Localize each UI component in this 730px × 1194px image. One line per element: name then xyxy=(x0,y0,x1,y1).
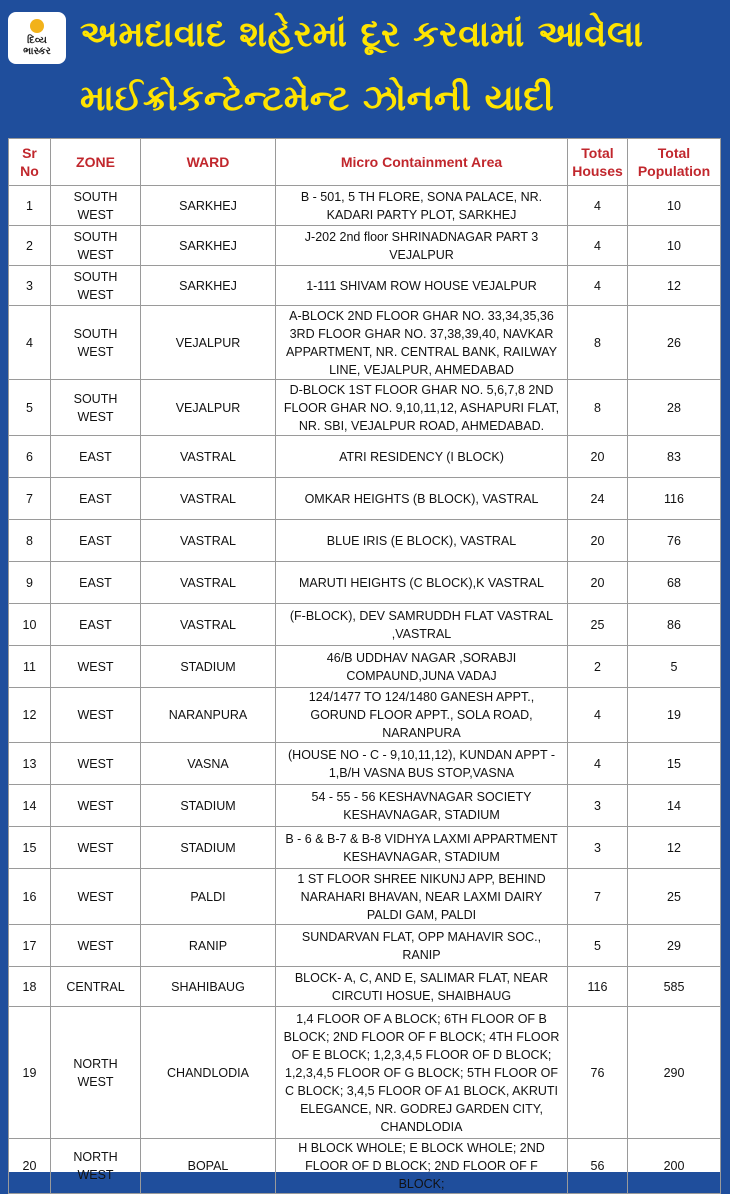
ward-cell: VEJALPUR xyxy=(141,306,276,380)
logo-text-line2: ભાસ્કર xyxy=(23,46,51,57)
ward-cell: SARKHEJ xyxy=(141,226,276,266)
area-cell: ATRI RESIDENCY (I BLOCK) xyxy=(276,436,568,478)
ward-cell: PALDI xyxy=(141,869,276,925)
table-row xyxy=(9,743,721,785)
table-row xyxy=(9,436,721,478)
ward-cell: STADIUM xyxy=(141,646,276,688)
table-row xyxy=(9,785,721,827)
houses-cell: 4 xyxy=(568,186,628,226)
zone-cell: SOUTH WEST xyxy=(51,306,141,380)
houses-cell: 76 xyxy=(568,1007,628,1139)
houses-cell: 8 xyxy=(568,380,628,436)
table-row xyxy=(9,646,721,688)
houses-cell: 20 xyxy=(568,520,628,562)
population-cell: 19 xyxy=(628,688,721,743)
area-cell: OMKAR HEIGHTS (B BLOCK), VASTRAL xyxy=(276,478,568,520)
houses-cell: 20 xyxy=(568,562,628,604)
area-cell: 1,4 FLOOR OF A BLOCK; 6TH FLOOR OF B BLOCK; 2ND FLOOR OF F BLOCK; 4TH FLOOR OF E BLOCK; 1,2,3,4,5 FLOOR OF D BLOCK; 1,2,3,4,5 FLOOR OF G BLOCK; 5TH FLOOR OF C BLOCK; 3,4,5 FLOOR OF A1 BLOCK, AKRUTI ELEGANCE, NR. GODREJ GARDEN CITY, CHANDLODIA xyxy=(276,1007,568,1139)
zone-cell: WEST xyxy=(51,785,141,827)
zone-cell: WEST xyxy=(51,869,141,925)
population-cell: 5 xyxy=(628,646,721,688)
area-cell: BLUE IRIS (E BLOCK), VASTRAL xyxy=(276,520,568,562)
zone-cell: SOUTH WEST xyxy=(51,380,141,436)
sr-no-cell: 18 xyxy=(9,967,51,1007)
area-cell: D-BLOCK 1ST FLOOR GHAR NO. 5,6,7,8 2ND FLOOR GHAR NO. 9,10,11,12, ASHAPURI FLAT, NR. SBI, VEJALPUR ROAD, AHMEDABAD. xyxy=(276,380,568,436)
table-row xyxy=(9,1139,721,1194)
houses-cell: 2 xyxy=(568,646,628,688)
area-cell: SUNDARVAN FLAT, OPP MAHAVIR SOC., RANIP xyxy=(276,925,568,967)
ward-cell: VASTRAL xyxy=(141,562,276,604)
ward-cell: SHAHIBAUG xyxy=(141,967,276,1007)
header-banner xyxy=(0,0,730,136)
ward-cell: NARANPURA xyxy=(141,688,276,743)
divya-bhaskar-logo xyxy=(8,12,66,64)
houses-cell: 4 xyxy=(568,226,628,266)
header-zone: ZONE xyxy=(51,139,141,186)
header-micro-containment-area: Micro Containment Area xyxy=(276,139,568,186)
population-cell: 15 xyxy=(628,743,721,785)
sr-no-cell: 7 xyxy=(9,478,51,520)
houses-cell: 25 xyxy=(568,604,628,646)
table-row xyxy=(9,827,721,869)
area-cell: 1-111 SHIVAM ROW HOUSE VEJALPUR xyxy=(276,266,568,306)
table-row xyxy=(9,562,721,604)
table-row xyxy=(9,925,721,967)
sr-no-cell: 19 xyxy=(9,1007,51,1139)
zone-cell: EAST xyxy=(51,478,141,520)
area-cell: B - 501, 5 TH FLORE, SONA PALACE, NR. KADARI PARTY PLOT, SARKHEJ xyxy=(276,186,568,226)
zone-cell: SOUTH WEST xyxy=(51,266,141,306)
table-row xyxy=(9,869,721,925)
sr-no-cell: 16 xyxy=(9,869,51,925)
zone-cell: NORTH WEST xyxy=(51,1139,141,1194)
houses-cell: 7 xyxy=(568,869,628,925)
population-cell: 10 xyxy=(628,186,721,226)
population-cell: 26 xyxy=(628,306,721,380)
population-cell: 83 xyxy=(628,436,721,478)
sr-no-cell: 9 xyxy=(9,562,51,604)
area-cell: MARUTI HEIGHTS (C BLOCK),K VASTRAL xyxy=(276,562,568,604)
sr-no-cell: 12 xyxy=(9,688,51,743)
houses-cell: 5 xyxy=(568,925,628,967)
sr-no-cell: 4 xyxy=(9,306,51,380)
page-title-line1: અમદાવાદ શહેરમાં દૂર કરવામાં આવેલા xyxy=(80,14,644,55)
table-row xyxy=(9,1007,721,1139)
houses-cell: 56 xyxy=(568,1139,628,1194)
table-row xyxy=(9,186,721,226)
houses-cell: 8 xyxy=(568,306,628,380)
houses-cell: 24 xyxy=(568,478,628,520)
population-cell: 29 xyxy=(628,925,721,967)
population-cell: 86 xyxy=(628,604,721,646)
area-cell: H BLOCK WHOLE; E BLOCK WHOLE; 2ND FLOOR OF D BLOCK; 2ND FLOOR OF F BLOCK; xyxy=(276,1139,568,1194)
zone-cell: SOUTH WEST xyxy=(51,186,141,226)
containment-zone-table xyxy=(8,138,721,1194)
area-cell: J-202 2nd floor SHRINADNAGAR PART 3 VEJALPUR xyxy=(276,226,568,266)
area-cell: 1 ST FLOOR SHREE NIKUNJ APP, BEHIND NARAHARI BHAVAN, NEAR LAXMI DAIRY PALDI GAM, PALDI xyxy=(276,869,568,925)
header-sr-no: Sr No xyxy=(9,139,51,186)
containment-zone-table-panel xyxy=(8,138,720,1191)
header-total-population: Total Population xyxy=(628,139,721,186)
table-row xyxy=(9,688,721,743)
table-row xyxy=(9,604,721,646)
zone-cell: NORTH WEST xyxy=(51,1007,141,1139)
zone-cell: WEST xyxy=(51,827,141,869)
sr-no-cell: 14 xyxy=(9,785,51,827)
zone-cell: WEST xyxy=(51,925,141,967)
ward-cell: SARKHEJ xyxy=(141,186,276,226)
area-cell: 124/1477 TO 124/1480 GANESH APPT., GORUND FLOOR APPT., SOLA ROAD, NARANPURA xyxy=(276,688,568,743)
sr-no-cell: 1 xyxy=(9,186,51,226)
area-cell: A-BLOCK 2ND FLOOR GHAR NO. 33,34,35,36 3RD FLOOR GHAR NO. 37,38,39,40, NAVKAR APPARTMENT, NR. CENTRAL BANK, RAILWAY LINE, VEJALPUR, AHMEDABAD xyxy=(276,306,568,380)
sr-no-cell: 13 xyxy=(9,743,51,785)
houses-cell: 116 xyxy=(568,967,628,1007)
sr-no-cell: 3 xyxy=(9,266,51,306)
table-row xyxy=(9,967,721,1007)
ward-cell: STADIUM xyxy=(141,827,276,869)
logo-text-line1: દિવ્ય xyxy=(27,35,47,46)
sr-no-cell: 8 xyxy=(9,520,51,562)
ward-cell: BOPAL xyxy=(141,1139,276,1194)
zone-cell: CENTRAL xyxy=(51,967,141,1007)
area-cell: (HOUSE NO - C - 9,10,11,12), KUNDAN APPT - 1,B/H VASNA BUS STOP,VASNA xyxy=(276,743,568,785)
sr-no-cell: 15 xyxy=(9,827,51,869)
houses-cell: 3 xyxy=(568,827,628,869)
population-cell: 12 xyxy=(628,266,721,306)
table-header-row xyxy=(9,139,721,186)
ward-cell: VASTRAL xyxy=(141,436,276,478)
page-title-line2: માઈક્રોકન્ટેન્ટમેન્ટ ઝોનની યાદી xyxy=(80,78,555,119)
zone-cell: SOUTH WEST xyxy=(51,226,141,266)
ward-cell: VEJALPUR xyxy=(141,380,276,436)
houses-cell: 20 xyxy=(568,436,628,478)
ward-cell: RANIP xyxy=(141,925,276,967)
sr-no-cell: 2 xyxy=(9,226,51,266)
zone-cell: EAST xyxy=(51,604,141,646)
houses-cell: 3 xyxy=(568,785,628,827)
population-cell: 14 xyxy=(628,785,721,827)
population-cell: 200 xyxy=(628,1139,721,1194)
zone-cell: WEST xyxy=(51,743,141,785)
zone-cell: EAST xyxy=(51,562,141,604)
population-cell: 68 xyxy=(628,562,721,604)
sr-no-cell: 10 xyxy=(9,604,51,646)
sr-no-cell: 20 xyxy=(9,1139,51,1194)
houses-cell: 4 xyxy=(568,743,628,785)
houses-cell: 4 xyxy=(568,688,628,743)
ward-cell: SARKHEJ xyxy=(141,266,276,306)
table-row xyxy=(9,478,721,520)
table-row xyxy=(9,306,721,380)
table-row xyxy=(9,266,721,306)
population-cell: 25 xyxy=(628,869,721,925)
sr-no-cell: 6 xyxy=(9,436,51,478)
population-cell: 116 xyxy=(628,478,721,520)
table-row xyxy=(9,226,721,266)
population-cell: 28 xyxy=(628,380,721,436)
population-cell: 76 xyxy=(628,520,721,562)
ward-cell: VASTRAL xyxy=(141,478,276,520)
population-cell: 585 xyxy=(628,967,721,1007)
sr-no-cell: 17 xyxy=(9,925,51,967)
zone-cell: WEST xyxy=(51,688,141,743)
population-cell: 10 xyxy=(628,226,721,266)
area-cell: 54 - 55 - 56 KESHAVNAGAR SOCIETY KESHAVNAGAR, STADIUM xyxy=(276,785,568,827)
sun-icon xyxy=(30,19,44,33)
header-total-houses: Total Houses xyxy=(568,139,628,186)
area-cell: BLOCK- A, C, AND E, SALIMAR FLAT, NEAR CIRCUTI HOSUE, SHAIBHAUG xyxy=(276,967,568,1007)
ward-cell: CHANDLODIA xyxy=(141,1007,276,1139)
zone-cell: WEST xyxy=(51,646,141,688)
table-row xyxy=(9,380,721,436)
ward-cell: VASTRAL xyxy=(141,604,276,646)
area-cell: (F-BLOCK), DEV SAMRUDDH FLAT VASTRAL ,VASTRAL xyxy=(276,604,568,646)
population-cell: 12 xyxy=(628,827,721,869)
area-cell: B - 6 & B-7 & B-8 VIDHYA LAXMI APPARTMENT KESHAVNAGAR, STADIUM xyxy=(276,827,568,869)
sr-no-cell: 5 xyxy=(9,380,51,436)
ward-cell: STADIUM xyxy=(141,785,276,827)
sr-no-cell: 11 xyxy=(9,646,51,688)
houses-cell: 4 xyxy=(568,266,628,306)
zone-cell: EAST xyxy=(51,520,141,562)
zone-cell: EAST xyxy=(51,436,141,478)
population-cell: 290 xyxy=(628,1007,721,1139)
ward-cell: VASTRAL xyxy=(141,520,276,562)
table-row xyxy=(9,520,721,562)
ward-cell: VASNA xyxy=(141,743,276,785)
area-cell: 46/B UDDHAV NAGAR ,SORABJI COMPAUND,JUNA VADAJ xyxy=(276,646,568,688)
header-ward: WARD xyxy=(141,139,276,186)
